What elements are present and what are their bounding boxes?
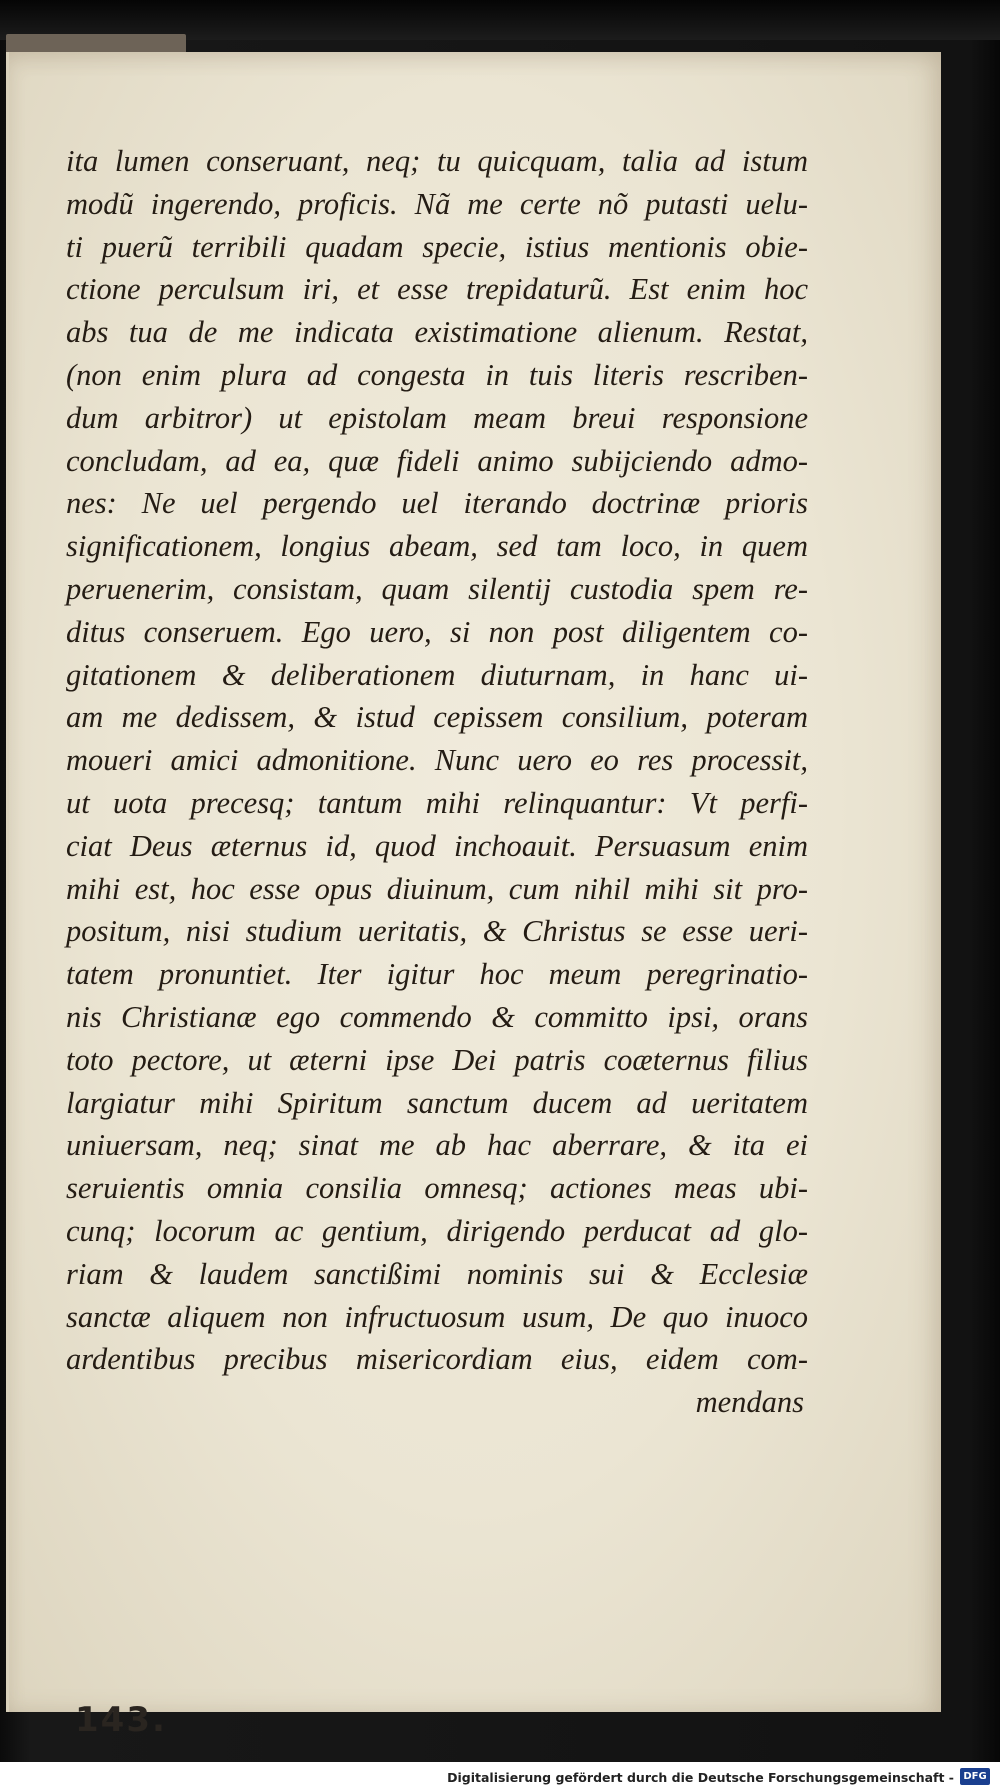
text-line: cunq; locorum ac gentium, dirigendo perducat ad glo- bbox=[66, 1213, 808, 1248]
text-line: positum, nisi studium ueritatis, & Christus se esse ueri- bbox=[66, 914, 808, 949]
text-line: modũ ingerendo, proficis. Nã me certe nõ putasti uelu- bbox=[66, 186, 808, 221]
footer-credit: Digitalisierung gefördert durch die Deutsche Forschungsgemeinschaft - bbox=[447, 1770, 954, 1785]
text-line: tatem pronuntiet. Iter igitur hoc meum peregrinatio- bbox=[66, 957, 808, 992]
text-line: peruenerim, consistam, quam silentij custodia spem re- bbox=[66, 571, 808, 606]
catchword: mendans bbox=[695, 1385, 804, 1420]
text-line: significationem, longius abeam, sed tam loco, in quem bbox=[66, 529, 808, 564]
text-line: largiatur mihi Spiritum sanctum ducem ad ueritatem bbox=[66, 1085, 808, 1120]
shelf-mark: 143. bbox=[75, 1700, 167, 1740]
dfg-logo-icon[interactable]: DFG bbox=[960, 1768, 990, 1785]
text-line: nis Christianæ ego commendo & committo ipsi, orans bbox=[66, 999, 808, 1034]
text-line: ut uota precesq; tantum mihi relinquantur: Vt perfi- bbox=[66, 785, 808, 820]
text-line: am me dedissem, & istud cepissem consilium, poteram bbox=[66, 700, 808, 735]
text-line: seruientis omnia consilia omnesq; actiones meas ubi- bbox=[66, 1171, 808, 1206]
text-line: dum arbitror) ut epistolam meam breui responsione bbox=[66, 400, 808, 435]
text-line: ti puerũ terribili quadam specie, istius mentionis obie- bbox=[66, 229, 808, 264]
text-line: ciat Deus æternus id, quod inchoauit. Persuasum enim bbox=[66, 828, 808, 863]
text-line: moueri amici admonitione. Nunc uero eo res processit, bbox=[66, 743, 808, 778]
page-text bbox=[66, 140, 808, 1424]
text-line: ctione perculsum iri, et esse trepidaturũ. Est enim hoc bbox=[66, 272, 808, 307]
text-line: ditus conseruem. Ego uero, si non post diligentem co- bbox=[66, 614, 808, 649]
text-line: nes: Ne uel pergendo uel iterando doctrinæ prioris bbox=[66, 486, 808, 521]
text-line: (non enim plura ad congesta in tuis literis rescriben- bbox=[66, 357, 808, 392]
text-line: mihi est, hoc esse opus diuinum, cum nihil mihi sit pro- bbox=[66, 871, 808, 906]
text-line: uniuersam, neq; sinat me ab hac aberrare, & ita ei bbox=[66, 1128, 808, 1163]
text-line: ita lumen conseruant, neq; tu quicquam, talia ad istum bbox=[66, 144, 808, 178]
text-line: toto pectore, ut æterni ipse Dei patris coæternus filius bbox=[66, 1042, 808, 1077]
text-line: riam & laudem sanctißimi nominis sui & Ecclesiæ bbox=[66, 1256, 808, 1291]
text-line: sanctæ aliquem non infructuosum usum, De quo inuoco bbox=[66, 1299, 808, 1334]
text-line: gitationem & deliberationem diuturnam, in hanc ui- bbox=[66, 657, 808, 692]
text-line: ardentibus precibus misericordiam eius, eidem com- bbox=[66, 1342, 808, 1377]
text-line: abs tua de me indicata existimatione alienum. Restat, bbox=[66, 315, 808, 350]
text-line: concludam, ad ea, quæ fideli animo subijciendo admo- bbox=[66, 443, 808, 478]
